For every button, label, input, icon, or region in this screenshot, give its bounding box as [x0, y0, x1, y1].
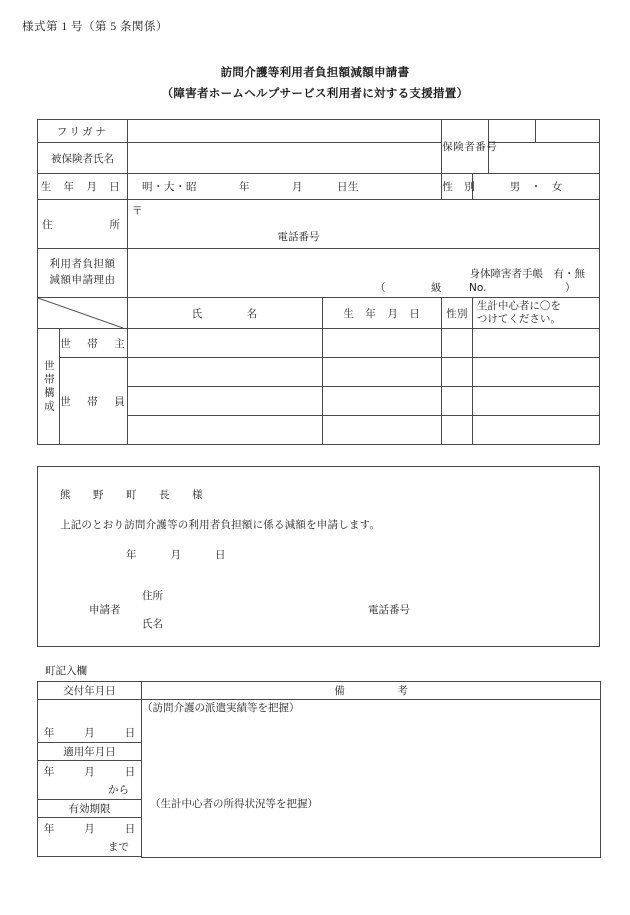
apply-day: 日: [124, 766, 136, 778]
birthdate-inline-labels: [128, 179, 441, 194]
insurer-number-grid[interactable]: [536, 120, 600, 143]
applicant-telephone-label: 電話番号: [368, 604, 410, 616]
disability-grade-label: 級: [431, 282, 442, 294]
household-head-label: 世 帯 主: [60, 329, 128, 358]
disability-no-label: No.: [469, 282, 487, 294]
reason-label-line2: 減額申請理由: [49, 274, 116, 286]
telephone-label: 電話番号: [277, 231, 320, 243]
birthdate-label: 生 年 月 日: [38, 174, 128, 200]
insurer-number-label: 保険者番号: [442, 120, 489, 174]
declaration-date-month: 月: [170, 549, 181, 561]
household-member-gender[interactable]: [442, 358, 473, 387]
household-member-birthdate[interactable]: [322, 387, 442, 416]
declaration-box: [37, 466, 600, 647]
birthdate-month: 月: [291, 181, 303, 193]
issue-date-cell[interactable]: [38, 700, 142, 743]
household-member-name[interactable]: [127, 416, 322, 445]
household-col-circle-line1: 生計中心者に〇を: [476, 300, 561, 313]
declaration-body: 上記のとおり訪問介護等の利用者負担額に係る減額を申請します。: [60, 519, 381, 531]
household-member-birthdate[interactable]: [322, 416, 442, 445]
insured-name-value[interactable]: [127, 143, 441, 174]
household-col-name: 氏 名: [127, 298, 322, 329]
household-head-circle[interactable]: [472, 329, 599, 358]
birthdate-era: 明・大・昭: [141, 181, 197, 193]
applicant-address-label: 住所: [142, 590, 163, 602]
issue-date-line: [38, 725, 141, 740]
birthdate-value[interactable]: [127, 174, 441, 200]
apply-year: 年: [43, 766, 55, 778]
reason-label-line1: 利用者負担額: [49, 258, 116, 271]
furigana-value[interactable]: [127, 120, 441, 143]
remark-note-2: （生計中心者の所得状況等を把握）: [150, 798, 318, 810]
disability-paren-close: ）: [565, 282, 576, 294]
household-member-circle[interactable]: [472, 416, 599, 445]
furigana-label: フリガナ: [38, 120, 128, 143]
household-member-circle[interactable]: [472, 387, 599, 416]
reason-label: [38, 249, 128, 298]
apply-from-label: から: [108, 784, 129, 796]
household-col-circle-line2: つけてください。: [476, 313, 561, 325]
apply-month: 月: [84, 766, 95, 778]
apply-date-cell[interactable]: [38, 761, 142, 800]
declaration-date[interactable]: [126, 547, 226, 562]
expiry-date-cell[interactable]: [38, 818, 142, 857]
disability-paren-open: （: [375, 282, 386, 294]
household-member-gender[interactable]: [442, 387, 473, 416]
household-member-name[interactable]: [127, 358, 322, 387]
applicant-table: [37, 119, 600, 445]
address-label: 住 所: [38, 200, 128, 249]
household-col-gender: 性別: [442, 298, 473, 329]
gender-options[interactable]: 男 ・ 女: [472, 174, 599, 200]
expiry-date-line: [38, 821, 141, 836]
expiry-month: 月: [84, 823, 95, 835]
town-col-remarks: 備 考: [142, 682, 601, 700]
remarks-cell[interactable]: [142, 700, 601, 858]
applicant-name-label: 氏名: [142, 618, 163, 630]
declaration-date-year: 年: [126, 549, 137, 561]
birthdate-year: 年: [238, 181, 250, 193]
insurer-number-blank[interactable]: [488, 120, 536, 143]
document-title: 訪問介護等利用者負担額減額申請書: [220, 65, 410, 79]
birthdate-day: 日生: [336, 181, 359, 193]
household-head-name[interactable]: [127, 329, 322, 358]
insured-number-grid[interactable]: [488, 143, 599, 174]
reason-value[interactable]: [127, 249, 599, 298]
issue-year: 年: [43, 727, 55, 739]
issue-day: 日: [124, 727, 136, 739]
household-group-label: [38, 329, 60, 445]
household-member-circle[interactable]: [472, 358, 599, 387]
diagonal-line-icon: [38, 298, 123, 328]
document-subtitle: （障害者ホームヘルプサービス利用者に対する支援措置）: [161, 86, 469, 100]
household-member-birthdate[interactable]: [322, 358, 442, 387]
expiry-day: 日: [124, 823, 136, 835]
town-table: [37, 681, 601, 858]
insured-name-label: 被保険者氏名: [38, 143, 128, 174]
remark-note-1: （訪問介護の派遣実績等を把握）: [142, 702, 300, 714]
household-member-label: 世 帯 員: [60, 358, 128, 445]
household-member-gender[interactable]: [442, 416, 473, 445]
household-col-birthdate: 生 年 月 日: [322, 298, 442, 329]
household-member-name[interactable]: [127, 387, 322, 416]
apply-date-label: 適用年月日: [38, 743, 142, 761]
expiry-year: 年: [43, 823, 55, 835]
apply-date-line: [38, 764, 141, 779]
town-col-issue-date: 交付年月日: [38, 682, 142, 700]
household-head-gender[interactable]: [442, 329, 473, 358]
applicant-label: 申請者: [89, 604, 121, 616]
issue-month: 月: [84, 727, 95, 739]
expiry-until-label: まで: [108, 841, 129, 853]
address-value[interactable]: [127, 200, 599, 249]
gender-label: 性 別: [442, 174, 473, 200]
declaration-date-day: 日: [215, 549, 226, 561]
town-section-label: 町記入欄: [45, 665, 87, 677]
form-number: 様式第 1 号（第 5 条関係）: [22, 21, 168, 33]
disability-detail-line: [375, 280, 593, 295]
disability-book-label: 身体障害者手帳 有・無: [469, 268, 585, 280]
household-diagonal-header: [38, 298, 128, 329]
expiry-label: 有効期限: [38, 800, 142, 818]
household-group-label-text: 世帯構成: [42, 359, 55, 414]
postal-mark-icon: 〒: [131, 205, 143, 217]
household-col-circle-text: [473, 299, 599, 327]
household-head-birthdate[interactable]: [322, 329, 442, 358]
declaration-addressee: 熊 野 町 長 様: [60, 489, 209, 501]
household-col-circle: [472, 298, 599, 329]
